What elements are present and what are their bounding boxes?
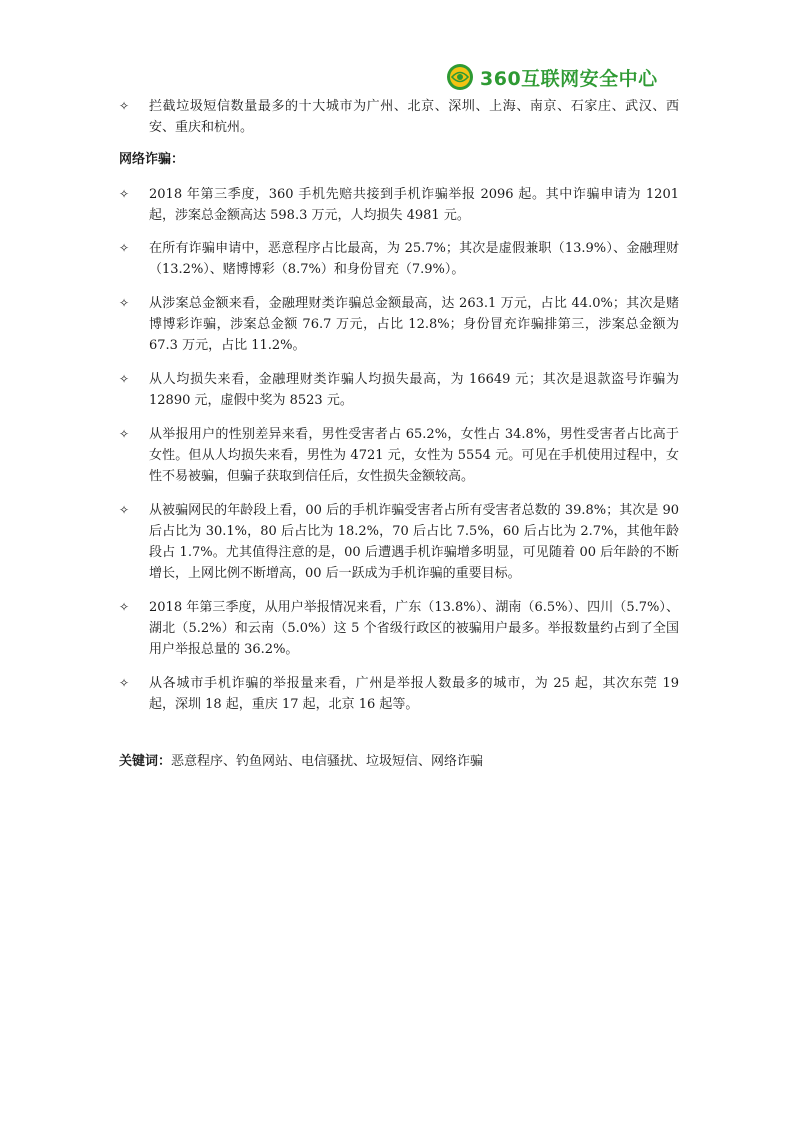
bullet-icon: ✧ bbox=[119, 187, 130, 201]
list-item-text: 从举报用户的性别差异来看，男性受害者占 65.2%，女性占 34.8%，男性受害者占比高于女性。但从人均损失来看，男性为 4721 元，女性为 5554 元。可见在手机使用过程中，女性不易被骗，但骗子获取到信任后，女性损失金额较高。 bbox=[149, 427, 679, 484]
list-item bbox=[119, 597, 679, 660]
list-item bbox=[119, 184, 679, 226]
keywords-label: 关键词： bbox=[119, 754, 172, 769]
section-heading: 网络诈骗： bbox=[119, 152, 185, 167]
bullet-icon: ✧ bbox=[119, 241, 130, 255]
document-body bbox=[119, 96, 679, 715]
logo-text: 360互联网安全中心 bbox=[480, 67, 658, 90]
list-item-text: 从各城市手机诈骗的举报量来看，广州是举报人数最多的城市，为 25 起，其次东莞 19 起，深圳 18 起，重庆 17 起，北京 16 起等。 bbox=[149, 676, 679, 712]
list-item bbox=[119, 369, 679, 411]
list-item-text: 从被骗网民的年龄段上看，00 后的手机诈骗受害者占所有受害者总数的 39.8%；其次是 90 后占比为 30.1%，80 后占比为 18.2%，70 后占比 7.5%，60 后占比为 2.7%，其他年龄段占 1.7%。尤其值得注意的是，00 后遭遇手机诈骗增多明显，可见随着 00 后年龄的不断增长，上网比例不断增高，00 后一跃成为手机诈骗的重要目标。 bbox=[149, 503, 679, 581]
keywords-line bbox=[119, 751, 483, 772]
bullet-icon: ✧ bbox=[119, 296, 130, 310]
bullet-icon: ✧ bbox=[119, 427, 130, 441]
list-item bbox=[119, 673, 679, 715]
bullet-icon: ✧ bbox=[119, 503, 130, 517]
list-item bbox=[119, 424, 679, 487]
list-item bbox=[119, 500, 679, 584]
bullet-icon: ✧ bbox=[119, 600, 130, 614]
list-item-text: 从涉案总金额来看，金融理财类诈骗总金额最高，达 263.1 万元，占比 44.0%；其次是赌博博彩诈骗，涉案总金额 76.7 万元，占比 12.8%；身份冒充诈骗排第三，涉案总金额为 67.3 万元，占比 11.2%。 bbox=[149, 296, 679, 353]
360-globe-icon bbox=[446, 63, 474, 91]
list-item bbox=[119, 238, 679, 280]
bullet-icon: ✧ bbox=[119, 676, 130, 690]
list-item-text: 2018 年第三季度，360 手机先赔共接到手机诈骗举报 2096 起。其中诈骗申请为 1201 起，涉案总金额高达 598.3 万元，人均损失 4981 元。 bbox=[149, 187, 679, 223]
keywords-value: 恶意程序、钓鱼网站、电信骚扰、垃圾短信、网络诈骗 bbox=[171, 754, 484, 769]
list-item bbox=[119, 96, 679, 138]
list-item-text: 2018 年第三季度，从用户举报情况来看，广东（13.8%）、湖南（6.5%）、四川（5.7%）、湖北（5.2%）和云南（5.0%）这 5 个省级行政区的被骗用户最多。举报数量约占到了全国用户举报总量的 36.2%。 bbox=[149, 600, 679, 657]
list-item bbox=[119, 293, 679, 356]
list-item-text: 拦截垃圾短信数量最多的十大城市为广州、北京、深圳、上海、南京、石家庄、武汉、西安、重庆和杭州。 bbox=[149, 99, 679, 135]
list-item-text: 在所有诈骗申请中，恶意程序占比最高，为 25.7%；其次是虚假兼职（13.9%）、金融理财（13.2%）、赌博博彩（8.7%）和身份冒充（7.9%）。 bbox=[149, 241, 679, 277]
brand-logo bbox=[446, 62, 658, 92]
bullet-icon: ✧ bbox=[119, 99, 130, 113]
list-item-text: 从人均损失来看，金融理财类诈骗人均损失最高，为 16649 元；其次是退款盗号诈骗为 12890 元，虚假中奖为 8523 元。 bbox=[149, 372, 679, 408]
bullet-icon: ✧ bbox=[119, 372, 130, 386]
